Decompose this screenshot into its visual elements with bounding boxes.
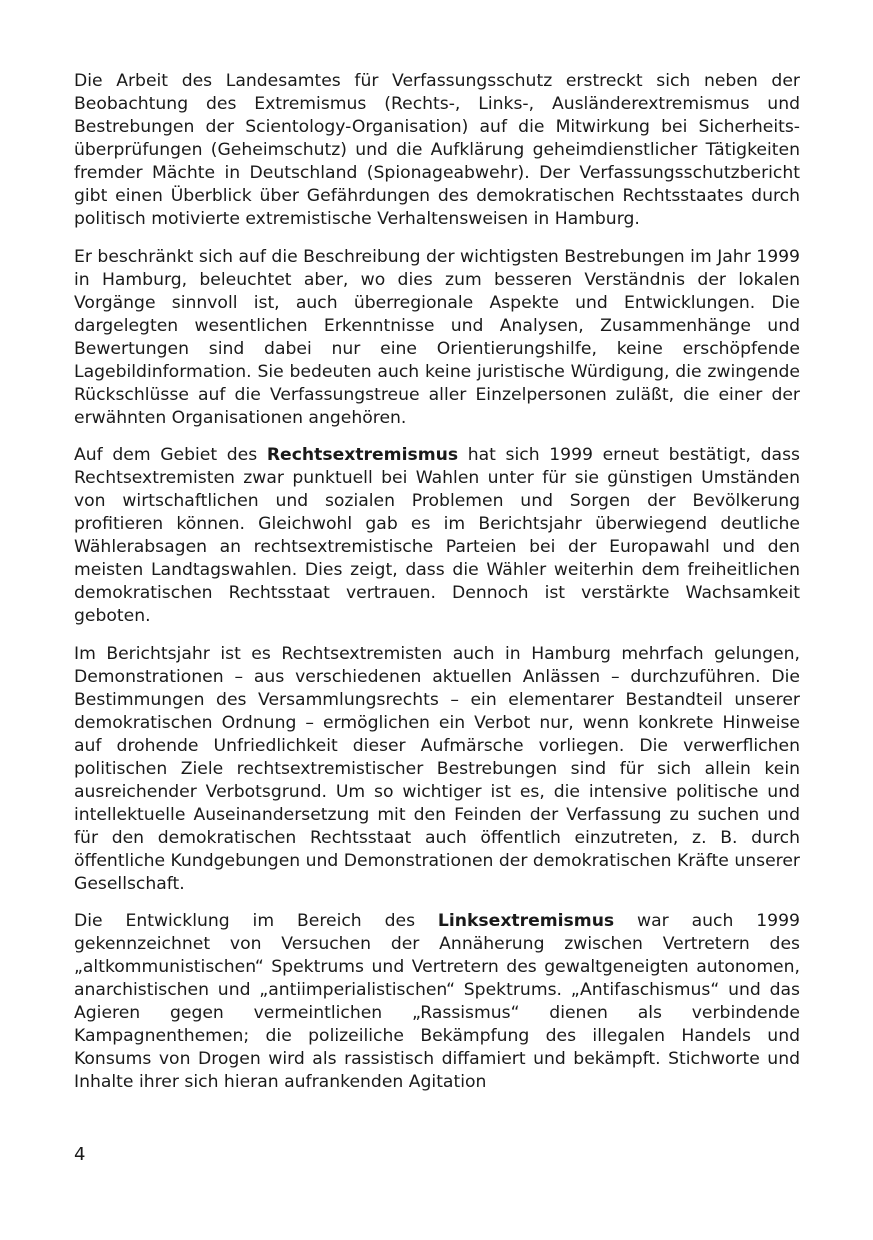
paragraph-text: war auch 1999 gekennzeichnet von Versuchen der Annäherung zwischen Vertretern des „altkommunistischen“ Spektrums und Vertretern des gewaltgeneigten autonomen, anarchistischen und „antiimperialistischen“ Spektrums. „Antifaschismus“ und das Agieren gegen vermeintlichen „Rassismus“ dienen als verbindende Kampagnenthemen; die polizeiliche Bekämpfung des illegalen Handels und Konsums von Drogen wird als rassistisch diffamiert und bekämpft. Stichworte und Inhalte ihrer sich hieran aufrankenden Agitation <box>74 911 800 1092</box>
keyword-rechtsextremismus: Rechtsextremismus <box>266 445 459 465</box>
paragraph-linksextremismus <box>74 910 800 1094</box>
page-body <box>74 70 800 1109</box>
paragraph-text: Er beschränkt sich auf die Beschreibung der wichtigsten Bestrebungen im Jahr 1999 in Hamburg, beleuchtet aber, wo dies zum besseren Verständnis der lokalen Vorgänge sinnvoll ist, auch überregionale Aspekte und Entwicklungen. Die dargelegten wesentlichen Erkenntnisse und Analysen, Zusammenhänge und Bewertungen sind dabei nur eine Orientierungshilfe, keine erschöpfende Lagebildinformation. Sie bedeuten auch keine juristische Würdigung, die zwingende Rückschlüsse auf die Verfassungstreue aller Einzelpersonen zuläßt, die einer der erwähnten Organisationen angehören. <box>74 246 800 428</box>
paragraph-rechtsextremismus <box>74 444 800 628</box>
paragraph-text: Die Entwicklung im Bereich des <box>74 911 438 931</box>
paragraph-text: hat sich 1999 erneut bestätigt, dass Rechtsextremisten zwar punktuell bei Wahlen unter für sie günstigen Umständen von wirtschaftlichen und sozialen Problemen und Sorgen der Bevölkerung profitieren können. Gleichwohl gab es im Berichtsjahr überwiegend deutliche Wählerabsagen an rechtsextremistische Parteien bei der Europawahl und den meisten Landtagswahlen. Dies zeigt, dass die Wähler weiterhin dem freiheitlichen demokratischen Rechtsstaat vertrauen. Dennoch ist verstärkte Wachsamkeit geboten. <box>74 445 800 626</box>
page-number: 4 <box>74 1144 86 1165</box>
keyword-linksextremismus: Linksextremismus <box>437 911 615 931</box>
paragraph-text: Die Arbeit des Landesamtes für Verfassungsschutz erstreckt sich neben der Beobachtung des Extremismus (Rechts-, Links-, Ausländerextremismus und Bestrebungen der Scientology-Organisation) auf die Mitwirkung bei Sicherheitsüberprüfungen (Geheimschutz) und die Aufklärung geheimdienstlicher Tätigkeiten fremder Mächte in Deutschland (Spionageabwehr). Der Verfassungsschutzbericht gibt einen Überblick über Gefährdungen des demokratischen Rechtsstaates durch politisch motivierte extremistische Verhaltensweisen in Hamburg. <box>74 71 800 229</box>
paragraph-verfassungsschutz-aufgaben <box>74 70 800 231</box>
paragraph-demonstrationen <box>74 643 800 896</box>
paragraph-berichtsumfang <box>74 246 800 430</box>
paragraph-text: Auf dem Gebiet des <box>74 445 267 465</box>
paragraph-text: Im Berichtsjahr ist es Rechtsextremisten auch in Hamburg mehrfach gelungen, Demonstrationen – aus verschiedenen aktuellen Anlässen – durchzuführen. Die Bestimmungen des Versammlungsrechts – ein elementarer Bestandteil unserer demokratischen Ordnung – ermöglichen ein Verbot nur, wenn konkrete Hinweise auf drohende Unfriedlichkeit dieser Aufmärsche vorliegen. Die verwerflichen politischen Ziele rechtsextremistischer Bestrebungen sind für sich allein kein ausreichender Verbotsgrund. Um so wichtiger ist es, die intensive politische und intellektuelle Auseinandersetzung mit den Feinden der Verfassung zu suchen und für den demokratischen Rechtsstaat auch öffentlich einzutreten, z. B. durch öffentliche Kundgebungen und Demonstrationen der demokratischen Kräfte unserer Gesellschaft. <box>74 643 800 894</box>
